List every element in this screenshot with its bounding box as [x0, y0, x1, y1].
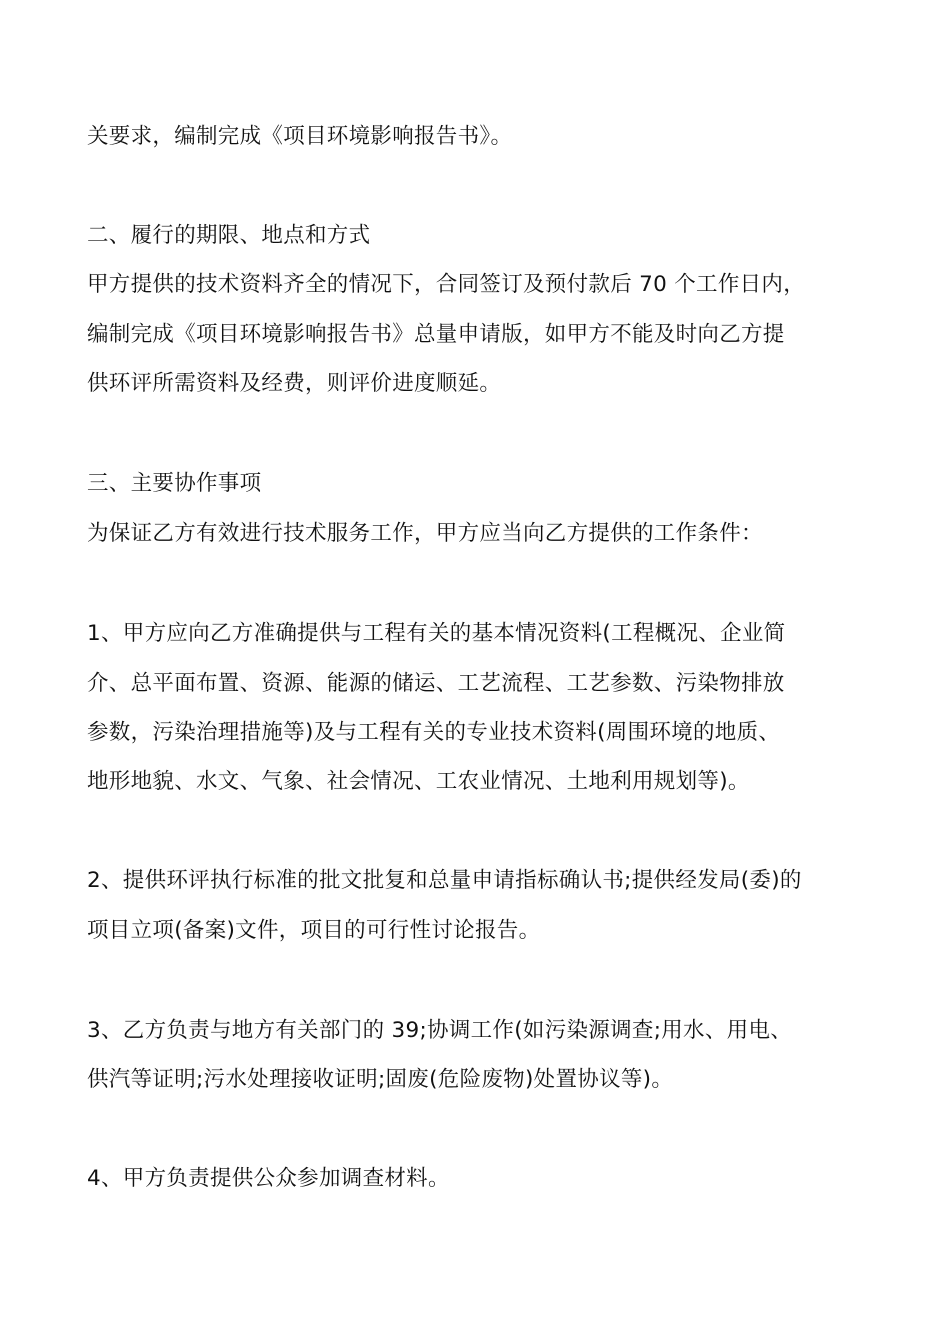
section2-line-3: 供环评所需资料及经费，则评价进度顺延。	[87, 371, 502, 396]
item4-line-1: 4、甲方负责提供公众参加调查材料。	[87, 1166, 450, 1191]
item3-line-1: 3、乙方负责与地方有关部门的 39;协调工作(如污染源调查;用水、用电、	[87, 1018, 793, 1043]
section3-intro: 为保证乙方有效进行技术服务工作，甲方应当向乙方提供的工作条件：	[87, 521, 763, 546]
section2-line-1: 甲方提供的技术资料齐全的情况下，合同签订及预付款后 70 个工作日内，	[87, 272, 806, 297]
item1-line-4: 地形地貌、水文、气象、社会情况、工农业情况、土地利用规划等)。	[87, 769, 750, 794]
item3-line-2: 供汽等证明;污水处理接收证明;固废(危险废物)处置协议等)。	[87, 1067, 674, 1092]
item1-line-1: 1、甲方应向乙方准确提供与工程有关的基本情况资料(工程概况、企业简	[87, 621, 786, 646]
section2-line-2: 编制完成《项目环境影响报告书》总量申请版，如甲方不能及时向乙方提	[87, 322, 785, 347]
item1-line-2: 介、总平面布置、资源、能源的储运、工艺流程、工艺参数、污染物排放	[87, 671, 785, 696]
section3-heading: 三、主要协作事项	[87, 471, 262, 496]
item2-line-2: 项目立项(备案)文件，项目的可行性讨论报告。	[87, 918, 541, 943]
intro-tail-text: 关要求，编制完成《项目环境影响报告书》。	[87, 124, 513, 149]
section2-heading: 二、履行的期限、地点和方式	[87, 223, 371, 248]
item2-line-1: 2、提供环评执行标准的批文批复和总量申请指标确认书;提供经发局(委)的	[87, 868, 802, 893]
item1-line-3: 参数，污染治理措施等)及与工程有关的专业技术资料(周围环境的地质、	[87, 720, 781, 745]
